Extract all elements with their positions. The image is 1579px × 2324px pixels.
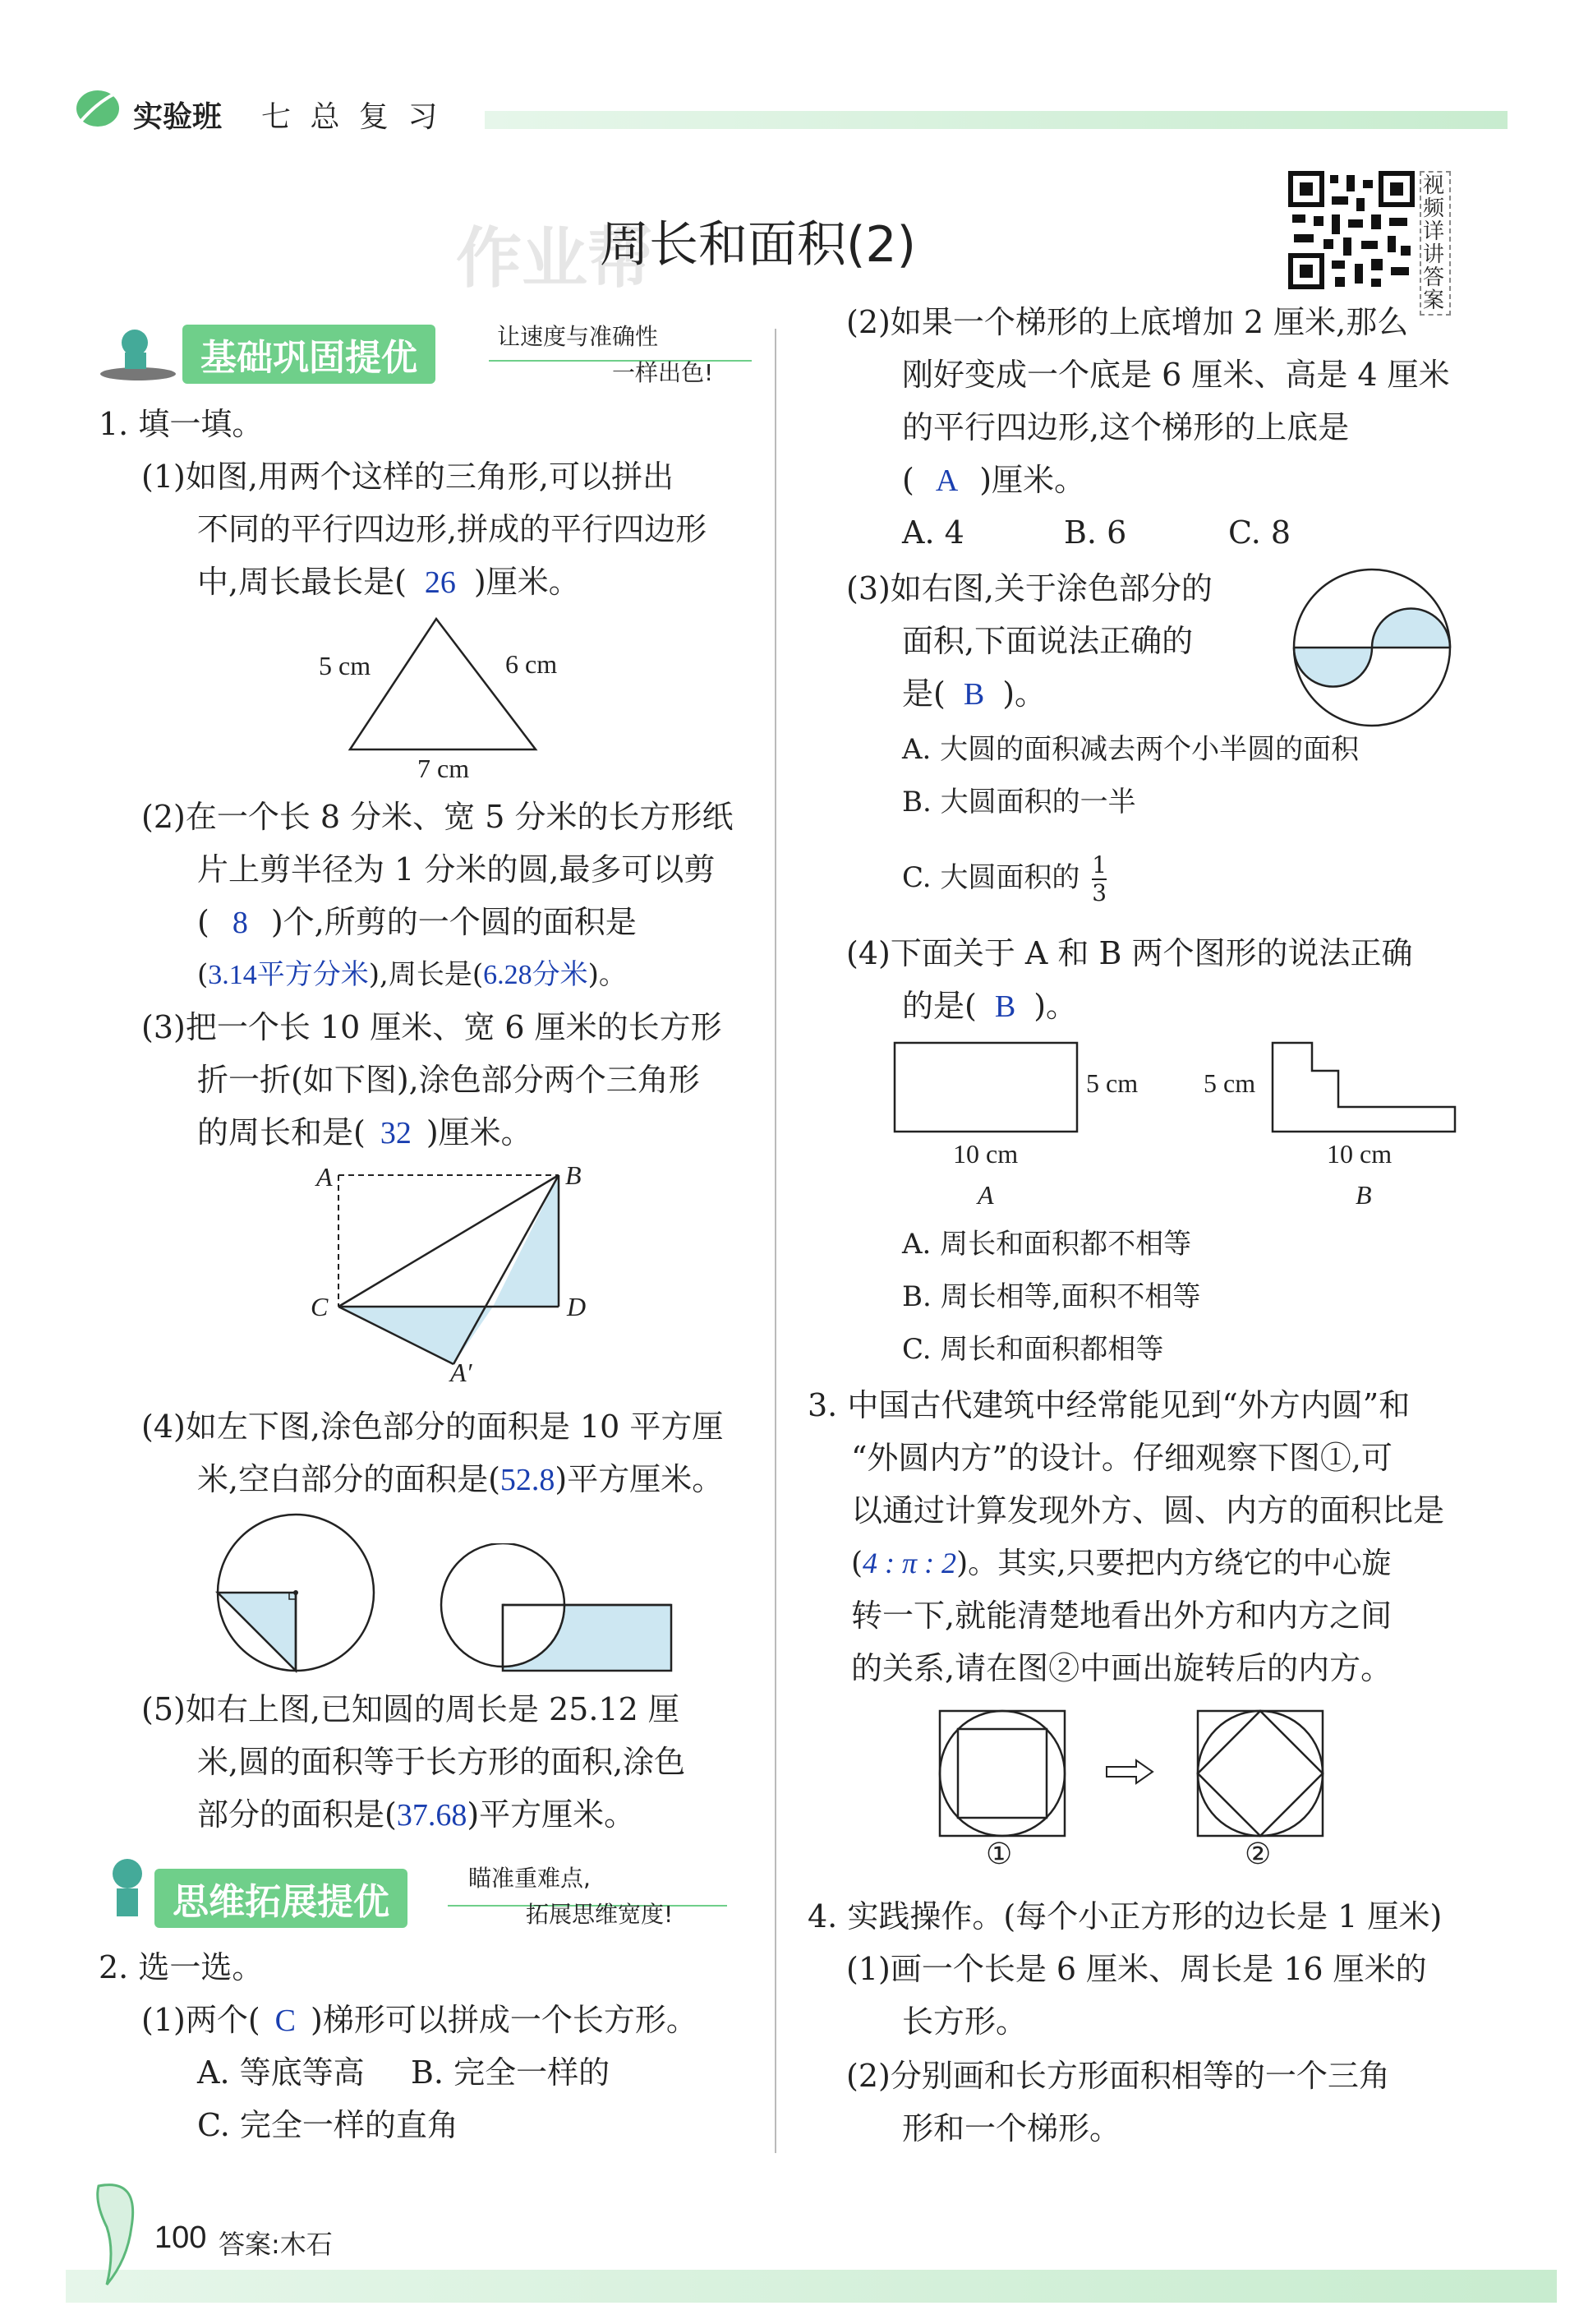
q1-1-line2: 不同的平行四边形,拼成的平行四边形 — [197, 511, 707, 547]
q4-line3: 长方形。 — [902, 2004, 1028, 2040]
q2-4-line2: 的是( B )。 — [902, 988, 1078, 1024]
fold-label-b: B — [565, 1160, 582, 1190]
q2-3-line2: 面积,下面说法正确的 — [902, 623, 1194, 659]
header-section: 七 总 复 习 — [261, 100, 443, 134]
yin-yang-circle-figure — [1290, 565, 1454, 733]
q2-4-line1: (4)下面关于 A 和 B 两个图形的说法正确 — [846, 935, 1413, 971]
q1-2-line3: ( 8 )个,所剪的一个圆的面积是 — [197, 904, 637, 940]
square-circle-diamond-figure-2 — [1195, 1708, 1326, 1842]
q1-5-line2: 米,圆的面积等于长方形的面积,涂色 — [197, 1744, 686, 1780]
q2-2-option-c[interactable]: C. 8 — [1228, 514, 1291, 551]
figure-b-width-label: 10 cm — [1327, 1139, 1393, 1169]
fraction-numerator: 1 — [1092, 851, 1107, 878]
q1-4-line2: 米,空白部分的面积是(52.8)平方厘米。 — [197, 1461, 724, 1497]
q1-2-line1: (2)在一个长 8 分米、宽 5 分米的长方形纸 — [141, 799, 734, 835]
q1-5-line1: (5)如右上图,已知圆的周长是 25.12 厘 — [141, 1691, 679, 1727]
q2-4-answer[interactable]: B — [994, 989, 1016, 1024]
column-divider — [775, 329, 776, 2153]
page-number: 100 — [154, 2220, 207, 2255]
figure-b-height-label: 5 cm — [1204, 1068, 1256, 1098]
q1-4-line1: (4)如左下图,涂色部分的面积是 10 平方厘 — [141, 1409, 724, 1445]
q2-4-option-c[interactable]: C. 周长和面积都相等 — [902, 1333, 1164, 1366]
q2-3-option-c[interactable]: C. 大圆面积的 $\frac{1}{3}$ — [902, 851, 1107, 906]
q3-line1: 3. 中国古代建筑中经常能见到“外方内圆”和 — [808, 1387, 1411, 1423]
q2-1-line1: (1)两个( C )梯形可以拼成一个长方形。 — [141, 2002, 697, 2038]
header-series: 实验班 — [133, 100, 223, 134]
q1-1-line3: 中,周长最长是( 26 )厘米。 — [197, 564, 580, 600]
fold-label-a: A — [316, 1162, 333, 1192]
q2-1-option-a[interactable]: A. 等底等高 — [197, 2054, 365, 2091]
q2-1-option-b[interactable]: B. 完全一样的 — [411, 2054, 610, 2091]
figure-a-name: A — [978, 1180, 994, 1210]
figure-a-width-label: 10 cm — [953, 1139, 1019, 1169]
section2-slogan2: 拓展思维宽度! — [526, 1901, 674, 1928]
section2-tag: 思维拓展提优 — [154, 1869, 407, 1928]
leaf-logo-icon — [72, 85, 123, 135]
q2-3-line3: 是( B )。 — [902, 676, 1047, 712]
q1-1-line1: (1)如图,用两个这样的三角形,可以拼出 — [141, 459, 674, 495]
q3-answer[interactable]: 4 : π : 2 — [863, 1547, 957, 1579]
watermark: 作业帮 — [456, 220, 653, 297]
q2-2-line2: 刚好变成一个底是 6 厘米、高是 4 厘米 — [902, 357, 1450, 393]
q2-2-line4: ( A )厘米。 — [902, 462, 1086, 498]
q1-3-line1: (3)把一个长 10 厘米、宽 6 厘米的长方形 — [141, 1009, 722, 1045]
figure-b-name: B — [1356, 1180, 1372, 1210]
section2-slogan1: 瞄准重难点, — [468, 1865, 591, 1892]
q2-head: 2. 选一选。 — [99, 1949, 264, 1985]
q1-3-answer[interactable]: 32 — [380, 1116, 412, 1150]
page-title: 周长和面积(2) — [600, 216, 916, 274]
q4-line4: (2)分别画和长方形面积相等的一个三角 — [846, 2058, 1390, 2094]
circle-shaded-triangle-figure — [214, 1510, 378, 1678]
stepped-shape-b-figure — [1269, 1040, 1458, 1141]
footer-bar — [66, 2270, 1557, 2303]
triangle-right-label: 6 cm — [505, 649, 558, 679]
q4-line1: 4. 实践操作。(每个小正方形的边长是 1 厘米) — [808, 1898, 1443, 1934]
q2-3-answer[interactable]: B — [963, 677, 985, 712]
fold-label-a-prime: A′ — [450, 1358, 472, 1387]
q3-line6: 的关系,请在图②中画出旋转后的内方。 — [851, 1650, 1393, 1686]
q2-4-option-b[interactable]: B. 周长相等,面积不相等 — [902, 1280, 1201, 1313]
q3-line4: (4 : π : 2)。其实,只要把内方绕它的中心旋 — [851, 1547, 1392, 1580]
qr-code[interactable] — [1286, 168, 1417, 295]
q2-3-option-a[interactable]: A. 大圆的面积减去两个小半圆的面积 — [902, 733, 1360, 766]
q1-4-answer[interactable]: 52.8 — [499, 1463, 555, 1497]
q1-3-line2: 折一折(如下图),涂色部分两个三角形 — [197, 1062, 700, 1098]
section1-tag: 基础巩固提优 — [182, 325, 435, 384]
rectangle-a-figure — [891, 1040, 1080, 1141]
dolphin-icon — [82, 2170, 156, 2296]
circle-rectangle-figure — [437, 1543, 675, 1678]
q2-2-option-b[interactable]: B. 6 — [1064, 514, 1127, 551]
qr-caption: 视频详讲答案 — [1420, 171, 1451, 316]
fold-label-c: C — [311, 1292, 329, 1321]
q3-line3: 以通过计算发现外方、圆、内方的面积比是 — [851, 1492, 1445, 1529]
fraction-denominator: 3 — [1092, 879, 1107, 906]
section1-slogan1: 让速度与准确性 — [497, 323, 659, 350]
section1-slogan2: 一样出色! — [612, 359, 714, 386]
triangle-bottom-label: 7 cm — [417, 754, 470, 783]
q1-2-line4: (3.14平方分米),周长是(6.28分米)。 — [197, 958, 627, 991]
skater-mascot-icon — [97, 325, 179, 385]
q3-line2: “外圆内方”的设计。仔细观察下图①,可 — [851, 1440, 1393, 1476]
triangle-figure — [312, 612, 559, 763]
q1-1-answer[interactable]: 26 — [424, 565, 456, 600]
q2-2-option-a[interactable]: A. 4 — [902, 514, 964, 551]
fold-label-d: D — [567, 1292, 587, 1321]
triangle-left-label: 5 cm — [319, 651, 371, 680]
q2-2-answer[interactable]: A — [935, 463, 959, 498]
right-arrow-icon — [1105, 1759, 1154, 1788]
thinker-mascot-icon — [99, 1856, 156, 1925]
q2-2-line1: (2)如果一个梯形的上底增加 2 厘米,那么 — [846, 304, 1409, 340]
q1-2-answer1[interactable]: 8 — [232, 906, 248, 940]
q2-1-option-c[interactable]: C. 完全一样的直角 — [197, 2107, 458, 2143]
q4-line2: (1)画一个长是 6 厘米、周长是 16 厘米的 — [846, 1951, 1427, 1987]
q1-5-line3: 部分的面积是(37.68)平方厘米。 — [197, 1796, 636, 1833]
figure-1-label: ① — [986, 1838, 1013, 1871]
q2-1-answer[interactable]: C — [274, 2004, 297, 2038]
figure-a-height-label: 5 cm — [1086, 1068, 1139, 1098]
q1-2-line2: 片上剪半径为 1 分米的圆,最多可以剪 — [197, 851, 716, 888]
figure-2-label: ② — [1245, 1838, 1272, 1871]
q1-5-answer[interactable]: 37.68 — [396, 1798, 467, 1833]
q1-head: 1. 填一填。 — [99, 406, 264, 442]
q2-4-option-a[interactable]: A. 周长和面积都不相等 — [902, 1228, 1192, 1261]
q1-3-line3: 的周长和是( 32 )厘米。 — [197, 1114, 532, 1150]
q2-3-line1: (3)如右图,关于涂色部分的 — [846, 570, 1213, 606]
header-bar — [485, 111, 1508, 129]
q1-2-answer3[interactable]: 6.28分米 — [483, 960, 588, 990]
square-circle-square-figure-1 — [937, 1708, 1068, 1842]
q2-3-option-b[interactable]: B. 大圆面积的一半 — [902, 786, 1136, 818]
q3-line5: 转一下,就能清楚地看出外方和内方之间 — [851, 1598, 1393, 1634]
q2-2-line3: 的平行四边形,这个梯形的上底是 — [902, 409, 1350, 445]
answer-label: 答案:木石 — [219, 2229, 333, 2260]
q4-line5: 形和一个梯形。 — [902, 2110, 1121, 2146]
q1-2-answer2[interactable]: 3.14平方分米 — [208, 960, 369, 990]
